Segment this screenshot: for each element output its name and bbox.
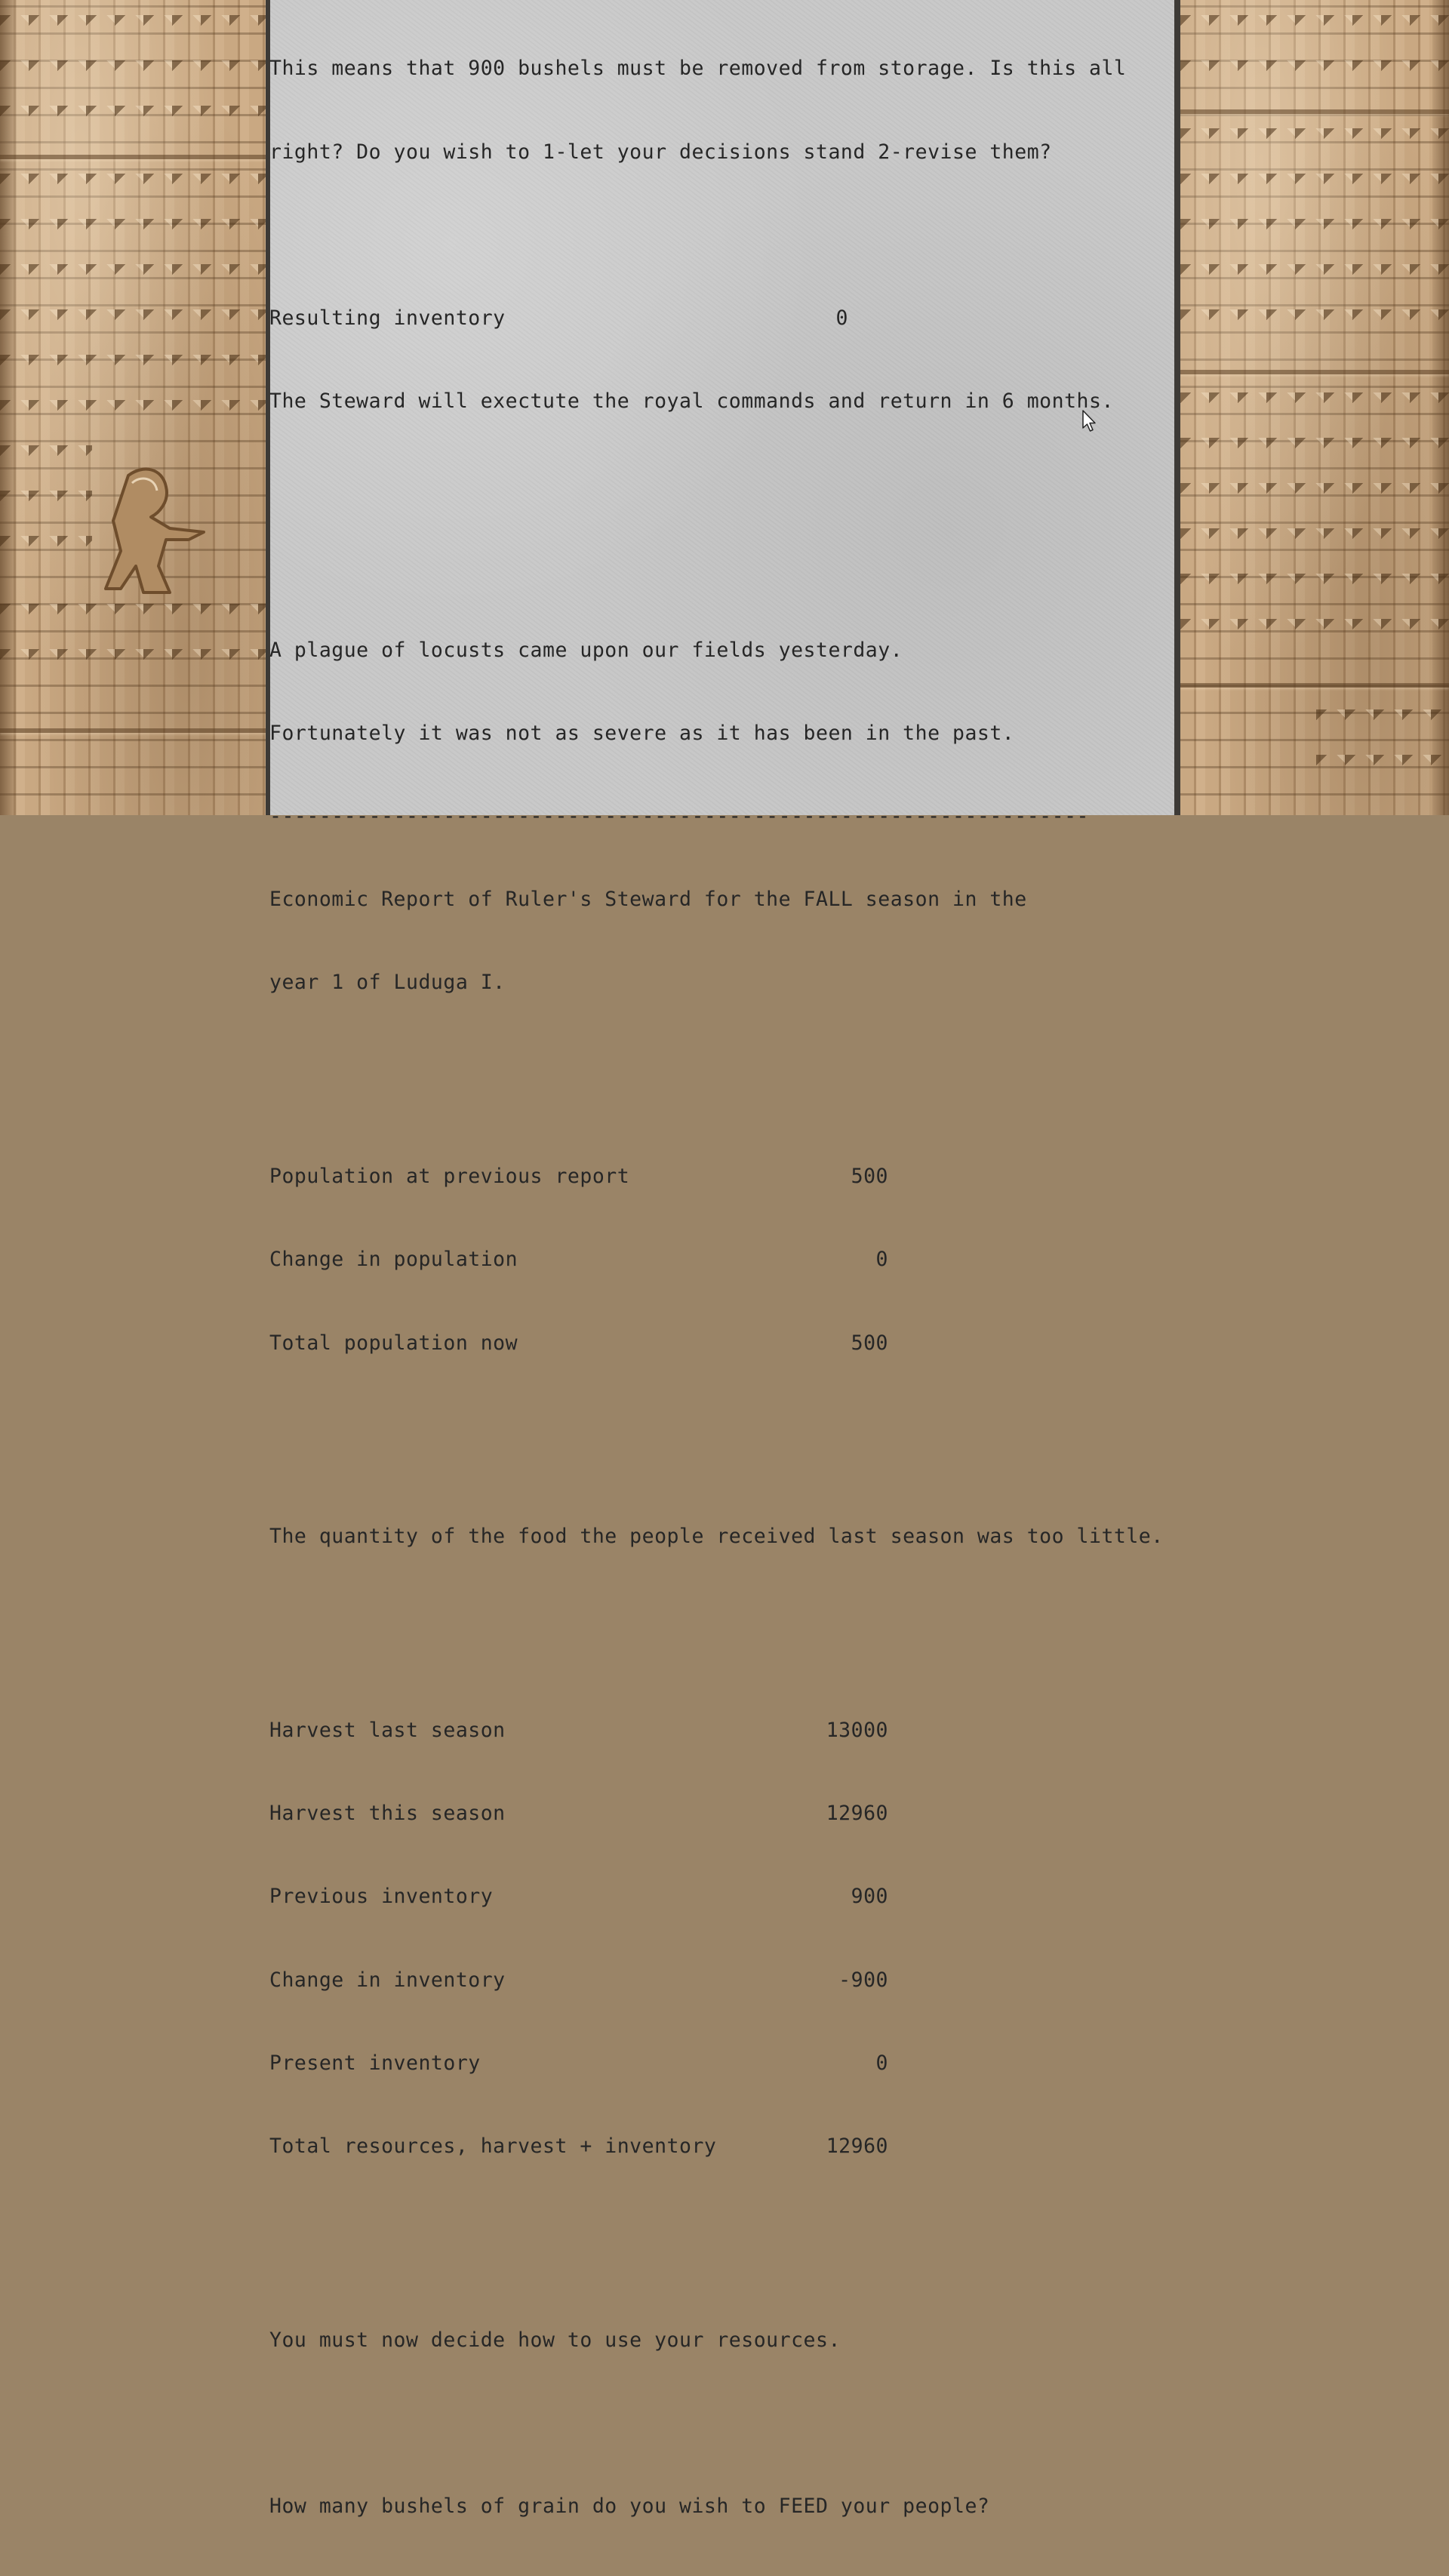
cuneiform-row [1180, 528, 1449, 559]
cuneiform-row [0, 174, 266, 204]
cuneiform-row [0, 445, 92, 475]
resource-row [269, 1717, 1175, 1745]
game-console-output [269, 0, 1175, 2576]
population-value: 0 [875, 1248, 888, 1272]
blank-line [269, 471, 1175, 499]
lion-relief-icon [98, 460, 211, 596]
food-message: The quantity of the food the people received last season was too little. [269, 1525, 1164, 1549]
cuneiform-row [1180, 219, 1449, 249]
cuneiform-row [0, 536, 92, 566]
population-label: Change in population [269, 1248, 518, 1272]
tablet-seam [1180, 109, 1449, 114]
event-line-2: Fortunately it was not as severe as it has been in the past. [269, 722, 1015, 746]
blank-line [269, 1440, 1175, 1468]
tablet-seam [1180, 370, 1449, 374]
blank-line [269, 1607, 1175, 1635]
blank-line [269, 222, 1175, 250]
report-title-line-1: Economic Report of Ruler's Steward for the FALL season in the [269, 888, 1027, 912]
mouse-pointer-icon [1082, 410, 1096, 432]
resource-value: 13000 [826, 1719, 888, 1743]
resource-label: Total resources, harvest + inventory [269, 2134, 717, 2158]
population-label: Total population now [269, 1331, 518, 1355]
resulting-inventory-value: 0 [835, 306, 848, 330]
cuneiform-row [0, 264, 266, 294]
resource-row [269, 2050, 1175, 2078]
resource-row [269, 1883, 1175, 1911]
cuneiform-row [1180, 15, 1449, 45]
blank-line [269, 2244, 1175, 2272]
tablet-seam [0, 728, 266, 733]
event-line-1: A plague of locusts came upon our fields yesterday. [269, 639, 903, 663]
intro-line-1: This means that 900 bushels must be removed from storage. Is this all [269, 57, 1127, 81]
cuneiform-row [1180, 483, 1449, 513]
resource-row [269, 2133, 1175, 2161]
cuneiform-row [0, 491, 92, 521]
cuneiform-row [0, 604, 266, 634]
cuneiform-row [1316, 755, 1449, 785]
resource-value: 12960 [826, 2134, 888, 2158]
population-label: Population at previous report [269, 1165, 630, 1189]
cuneiform-row [1180, 128, 1449, 158]
resource-row [269, 1800, 1175, 1828]
cuneiform-row [0, 219, 266, 249]
cuneiform-row [0, 309, 266, 340]
cuneiform-row [1180, 309, 1449, 340]
population-value: 500 [851, 1331, 888, 1355]
resource-row [269, 1967, 1175, 1995]
cuneiform-row [0, 15, 266, 45]
feed-prompt[interactable]: How many bushels of grain do you wish to FEED your people? [269, 2494, 990, 2518]
cuneiform-row [1180, 619, 1449, 649]
resource-value: -900 [838, 1968, 888, 1992]
cuneiform-row [1180, 60, 1449, 91]
population-row [269, 1163, 1175, 1191]
cuneiform-row [1180, 392, 1449, 423]
population-value: 500 [851, 1165, 888, 1189]
resource-label: Change in inventory [269, 1968, 506, 1992]
intro-line-2: right? Do you wish to 1-let your decisions stand 2-revise them? [269, 140, 1052, 164]
cuneiform-row [0, 400, 266, 430]
cuneiform-row [0, 355, 266, 385]
cuneiform-row [1180, 438, 1449, 468]
resource-label: Harvest last season [269, 1719, 506, 1743]
resulting-inventory-row [269, 305, 1175, 333]
cuneiform-row [1180, 574, 1449, 604]
resource-value: 0 [875, 2051, 888, 2075]
cuneiform-row [1180, 264, 1449, 294]
blank-line [269, 554, 1175, 582]
separator-line: ------------------------------------------------------------------ [269, 805, 1089, 829]
population-row [269, 1330, 1175, 1358]
blank-line [269, 2410, 1175, 2438]
right-clay-tablet-decoration [1180, 0, 1449, 815]
cuneiform-row [0, 106, 266, 136]
resource-value: 900 [851, 1885, 888, 1909]
cuneiform-row [1316, 709, 1449, 740]
population-row [269, 1246, 1175, 1274]
tablet-seam [0, 155, 266, 159]
cuneiform-row [0, 649, 266, 679]
left-clay-tablet-decoration [0, 0, 266, 815]
resulting-inventory-label: Resulting inventory [269, 306, 506, 330]
blank-line [269, 1053, 1175, 1081]
cuneiform-row [0, 60, 266, 91]
resource-label: Previous inventory [269, 1885, 494, 1909]
report-title-line-2: year 1 of Luduga I. [269, 971, 506, 995]
resource-value: 12960 [826, 1802, 888, 1826]
resource-label: Present inventory [269, 2051, 481, 2075]
resource-label: Harvest this season [269, 1802, 506, 1826]
decide-message: You must now decide how to use your resources. [269, 2328, 841, 2352]
tablet-seam [1180, 683, 1449, 688]
cuneiform-row [1180, 174, 1449, 204]
steward-message: The Steward will exectute the royal commands and return in 6 months. [269, 389, 1114, 413]
